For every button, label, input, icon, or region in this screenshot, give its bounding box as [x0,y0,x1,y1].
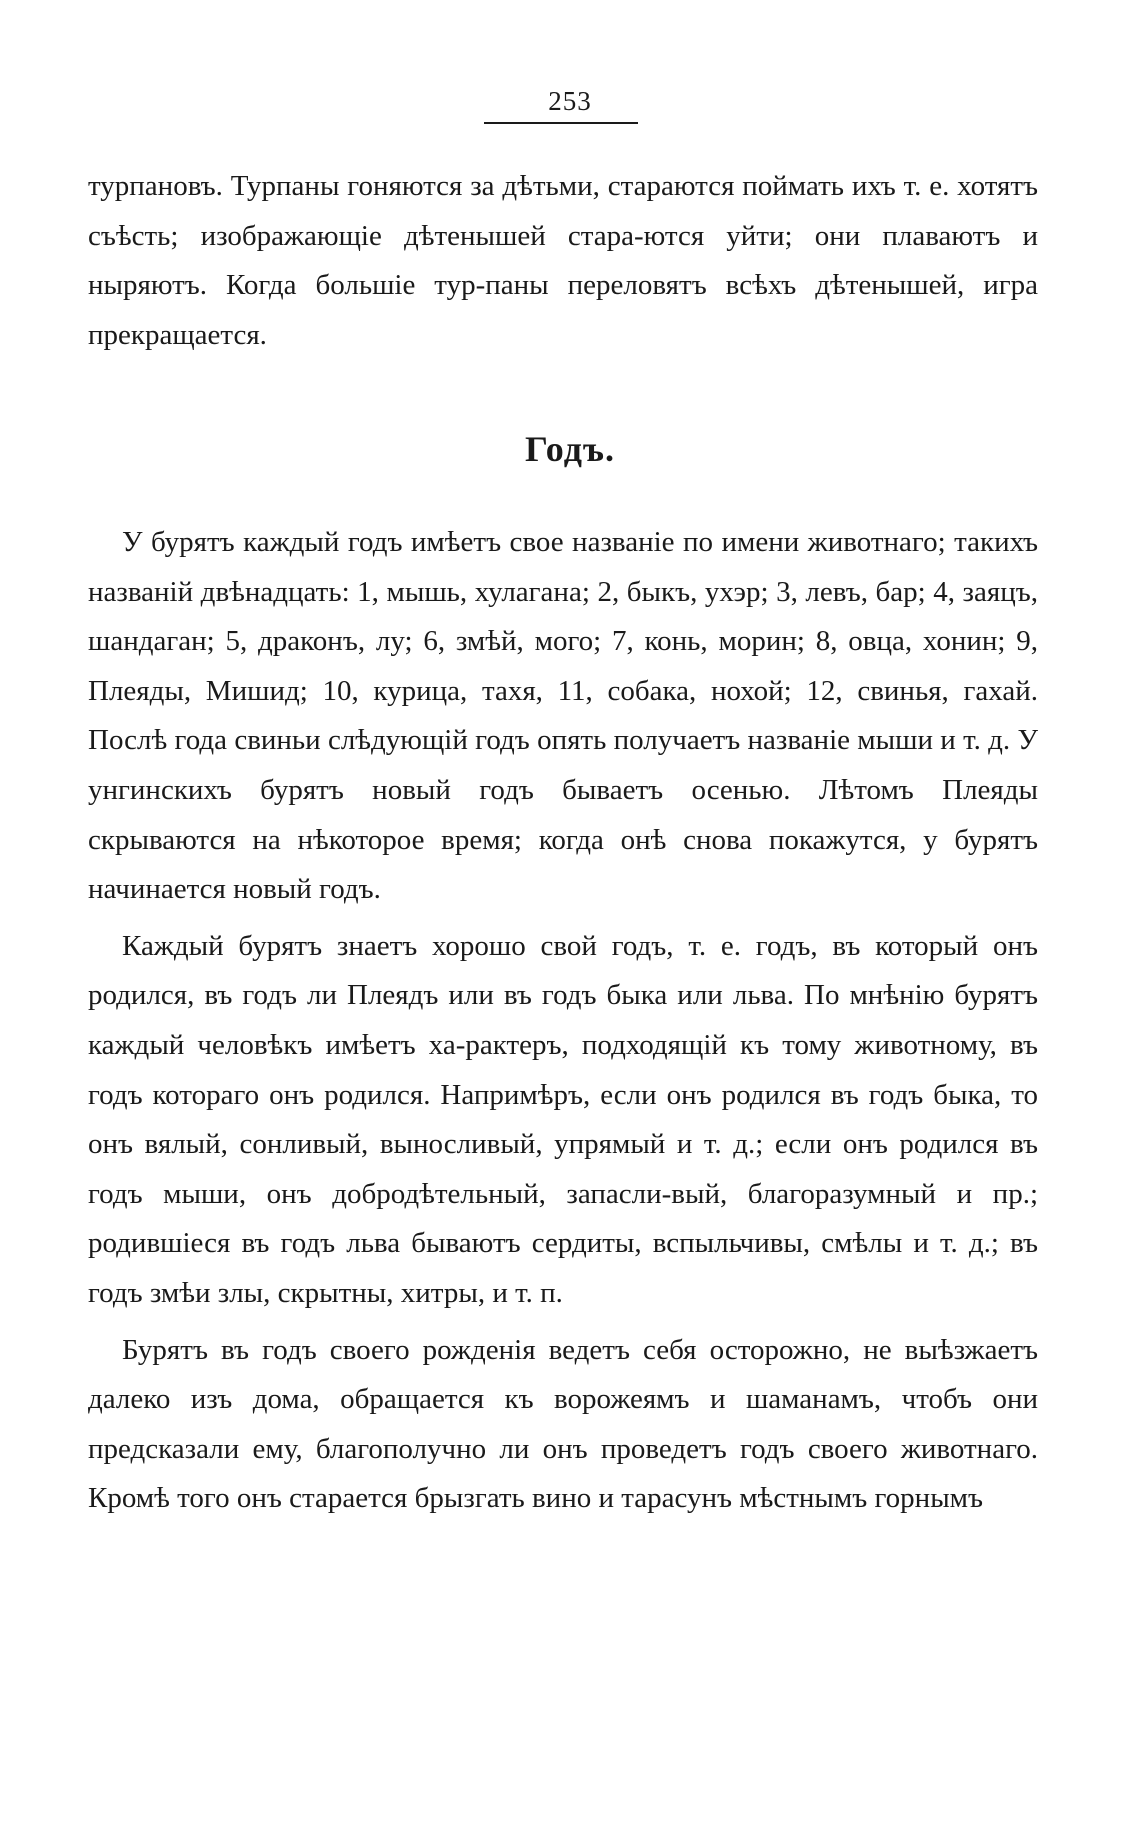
paragraph-2: Каждый бурятъ знаетъ хорошо свой годъ, т. е. годъ, въ который онъ родился, въ годъ ли Плеядъ или въ годъ быка или льва. По мнѣнію бурятъ каждый человѣкъ имѣетъ ха-рактеръ, подходящій къ тому животному, въ годъ котораго онъ родился. Напримѣръ, если онъ родился въ годъ быка, то онъ вялый, сонливый, выносливый, упрямый и т. д.; если онъ родился въ годъ мыши, онъ добродѣтельный, запасли-вый, благоразумный и пр.; родившіеся въ годъ льва бываютъ сердиты, вспыльчивы, смѣлы и т. д.; въ годъ змѣи злы, скрытны, хитры, и т. п. [88,929,1038,1309]
section-title: Годъ. [525,429,615,469]
continuation-text [88,162,1038,360]
page-number-rule [484,122,638,124]
section-body [88,518,1038,1524]
page-number: 253 [548,86,592,116]
paragraph-3: Бурятъ въ годъ своего рожденія ведетъ себя осторожно, не выѣзжаетъ далеко изъ дома, обращается къ ворожеямъ и шаманамъ, чтобъ они предсказали ему, благополучно ли онъ проведетъ годъ своего животнаго. Кромѣ того онъ старается брызгать вино и тарасунъ мѣстнымъ горнымъ [88,1333,1038,1515]
continuation-paragraph: турпановъ. Турпаны гоняются за дѣтьми, стараются поймать ихъ т. е. хотятъ съѣсть; изображающіе дѣтенышей стара-ются уйти; они плаваютъ и ныряютъ. Когда большіе тур-паны переловятъ всѣхъ дѣтенышей, игра прекращается. [88,170,1038,351]
paragraph-1: У бурятъ каждый годъ имѣетъ свое названіе по имени животнаго; такихъ названій двѣнадцать: 1, мышь, хулагана; 2, быкъ, ухэр; 3, левъ, бар; 4, заяцъ, шандаган; 5, драконъ, лу; 6, змѣй, мого; 7, конь, морин; 8, овца, хонин; 9, Плеяды, Мишид; 10, курица, тахя, 11, собака, нохой; 12, свинья, гахай. Послѣ года свиньи слѣдующій годъ опять получаетъ названіе мыши и т. д. У унгинскихъ бурятъ новый годъ бываетъ осенью. Лѣтомъ Плеяды скрываются на нѣкоторое время; когда онѣ снова покажутся, у бурятъ начинается новый годъ. [88,526,1038,906]
